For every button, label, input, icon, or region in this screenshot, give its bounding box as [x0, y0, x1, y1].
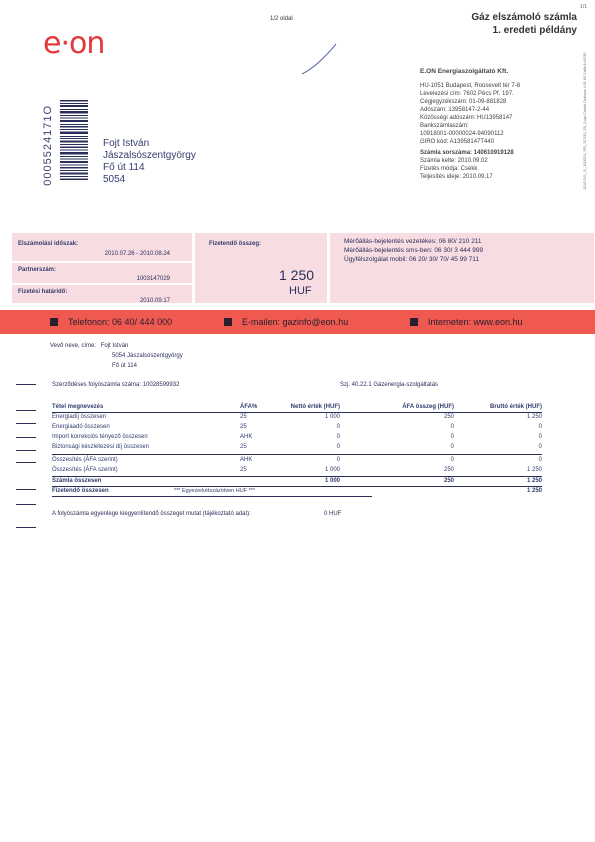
payable-in-words: *** Egyezerkétszázötven HUF ***: [174, 488, 256, 494]
invoice-title: Gáz elszámoló számla: [471, 12, 577, 23]
amount-currency: HUF: [289, 285, 312, 297]
table-rule: [52, 486, 542, 487]
table-row: [52, 424, 542, 432]
cell: 0: [336, 424, 340, 430]
cell: 25: [240, 424, 247, 430]
company-line: Közösségi adószám: HU13958147: [420, 115, 513, 121]
company-line: Cégjegyzékszám: 01-09-881828: [420, 99, 507, 105]
column-header: Nettó érték (HUF): [290, 404, 340, 410]
meter-line: Mérőállás-bejelentés sms-ben: 06 30/ 3 444 999: [344, 247, 484, 254]
buyer-name: Fojt István: [100, 343, 129, 349]
table-row: [52, 457, 542, 465]
due-date-value: 2010.09.17: [139, 298, 170, 304]
contact-bar: [0, 310, 595, 334]
column-header: ÁFA%: [240, 404, 258, 410]
margin-tick: [16, 410, 36, 411]
web-bullet-icon: [410, 318, 418, 326]
margin-tick: [16, 423, 36, 424]
margin-tick: [16, 527, 36, 528]
divider: [12, 261, 192, 263]
billing-info-box: [12, 233, 192, 303]
invoice-number: Számla sorszáma: 140610919128: [420, 150, 514, 156]
company-name: E.ON Energiaszolgáltató Kft.: [420, 68, 509, 75]
partner-value: 1003147029: [136, 276, 170, 282]
cell: 25: [240, 444, 247, 450]
cell: 1 000: [324, 414, 340, 420]
payment-method: Fizetés módja: Csekk: [420, 166, 478, 172]
buyer-street: Fő út 114: [112, 363, 137, 369]
cell: 0: [538, 434, 542, 440]
cell: Energiadíj összesen: [52, 414, 107, 420]
cell: 0: [450, 457, 454, 463]
cell: 0: [450, 434, 454, 440]
buyer-info: [50, 342, 183, 370]
page-number: 1/2 oldal: [270, 16, 293, 22]
company-line: GIRO kód: A13958147T440: [420, 139, 495, 145]
cell: 0: [538, 424, 542, 430]
divider: [12, 283, 192, 285]
table-rule: [52, 476, 542, 477]
company-line: HU-1051 Budapest, Roosevelt tér 7-8: [420, 83, 521, 89]
cell: Import korrekciós tényező összesen: [52, 434, 148, 440]
buyer-label: Vevő neve, címe:: [50, 343, 97, 349]
balance-value: 0 HUF: [324, 511, 342, 517]
cell: 250: [443, 467, 454, 473]
cell: 25: [240, 414, 247, 420]
corner-page-indicator: 1/1: [580, 4, 587, 10]
cell: 250: [443, 414, 454, 420]
margin-tick: [16, 384, 36, 385]
cell: 25: [240, 467, 247, 473]
email-bullet-icon: [224, 318, 232, 326]
barcode-number: 0005524171O: [42, 105, 54, 186]
contact-web: Interneten: www.eon.hu: [428, 317, 523, 327]
amount-value: 1 250: [279, 267, 315, 283]
company-info: [420, 68, 520, 181]
address-line: 5054: [103, 174, 126, 185]
company-line: 10918001-00000024-94090112: [420, 131, 504, 137]
cell: Összesítés (ÁFA szerint): [52, 457, 118, 463]
table-row: [52, 467, 542, 475]
margin-tick: [16, 504, 36, 505]
amount-box: [195, 233, 327, 303]
cell: 0: [336, 434, 340, 440]
cell: 0: [450, 444, 454, 450]
side-print-code: 1110 GO_N_100024_PR_37330_50_1oja Csekk Duksak 4 IE 60 1a8b1c9239: [582, 52, 587, 190]
cell: 1 000: [324, 467, 340, 473]
contact-phone: Telefonon: 06 40/ 444 000: [68, 317, 173, 327]
company-line: Levelezési cím: 7602 Pécs Pf. 197.: [420, 91, 514, 97]
service-code: Szj. 40.22.1 Gázenergia-szolgáltatás: [340, 382, 439, 388]
cell: AHK: [240, 457, 253, 463]
table-total-row: [52, 478, 542, 486]
table-rule: [52, 412, 542, 413]
recipient-address: [103, 138, 196, 186]
table-rule: [52, 496, 372, 497]
company-line: Bankszámlaszám:: [420, 123, 469, 129]
buyer-city: 5054 Jászalsószentgyörgy: [112, 353, 183, 359]
contact-email: E-mailen: gazinfo@eon.hu: [242, 317, 349, 327]
margin-tick: [16, 450, 36, 451]
cell: 1 250: [526, 467, 542, 473]
cell: 0: [450, 424, 454, 430]
margin-tick: [16, 437, 36, 438]
table-header: [52, 404, 542, 412]
phone-bullet-icon: [50, 318, 58, 326]
column-header: ÁFA összeg (HUF): [402, 404, 454, 410]
cell: 0: [336, 444, 340, 450]
due-date-label: Fizetési határidő:: [18, 289, 68, 295]
margin-tick: [16, 462, 36, 463]
cell: 0: [538, 457, 542, 463]
eon-logo: e·on: [43, 26, 105, 61]
table-rule: [52, 454, 542, 455]
cell: AHK: [240, 434, 253, 440]
period-value: 2010.07.26 - 2010.08.24: [104, 251, 170, 257]
contract-account: Szerződéses folyószámla száma: 10028599932: [52, 382, 180, 388]
column-header: Bruttó érték (HUF): [490, 404, 542, 410]
column-header: Tétel megnevezés: [52, 404, 104, 410]
payable-value: 1 250: [526, 488, 542, 494]
cell: 0: [336, 457, 340, 463]
margin-tick: [16, 489, 36, 490]
address-line: Jászalsószentgyörgy: [103, 150, 196, 161]
balance-note: A folyószámla egyenlege kiegyenlítendő összeget mutat (tájékoztató adat):: [52, 511, 251, 517]
pen-check-mark: [300, 40, 340, 80]
table-row: [52, 444, 542, 452]
invoice-copy-label: 1. eredeti példány: [492, 25, 577, 36]
period-label: Elszámolási időszak:: [18, 241, 79, 247]
cell: 250: [443, 478, 454, 484]
address-line: Fojt István: [103, 138, 150, 149]
payable-label: Fizetendő összesen: [52, 488, 109, 494]
payable-row: [52, 488, 542, 496]
partner-label: Partnerszám:: [18, 267, 57, 273]
cell: Számla összesen: [52, 478, 102, 484]
cell: 1 000: [324, 478, 340, 484]
cell: Összesítés (ÁFA szerint): [52, 467, 118, 473]
cell: 1 250: [526, 478, 542, 484]
meter-line: Mérőállás-bejelentés vezetékes: 06 80/ 210 211: [344, 238, 482, 245]
cell: 0: [538, 444, 542, 450]
company-line: Adószám: 13958147-2-44: [420, 107, 490, 113]
table-row: [52, 434, 542, 442]
issue-date: Számla kelte: 2010.09.02: [420, 158, 488, 164]
cell: 1 250: [526, 414, 542, 420]
cell: Biztonsági készletezési díj összesen: [52, 444, 150, 450]
address-line: Fő út 114: [103, 162, 145, 173]
table-row: [52, 414, 542, 422]
amount-label: Fizetendő összeg:: [209, 241, 262, 247]
fulfillment-date: Teljesítés ideje: 2010.09.17: [420, 174, 493, 180]
barcode: [60, 100, 88, 180]
cell: Energiaadó összesen: [52, 424, 110, 430]
meter-reading-box: [330, 233, 594, 303]
meter-line: Ügyfélszolgálat mobil: 06 20/ 30/ 70/ 45 99 711: [344, 256, 480, 263]
